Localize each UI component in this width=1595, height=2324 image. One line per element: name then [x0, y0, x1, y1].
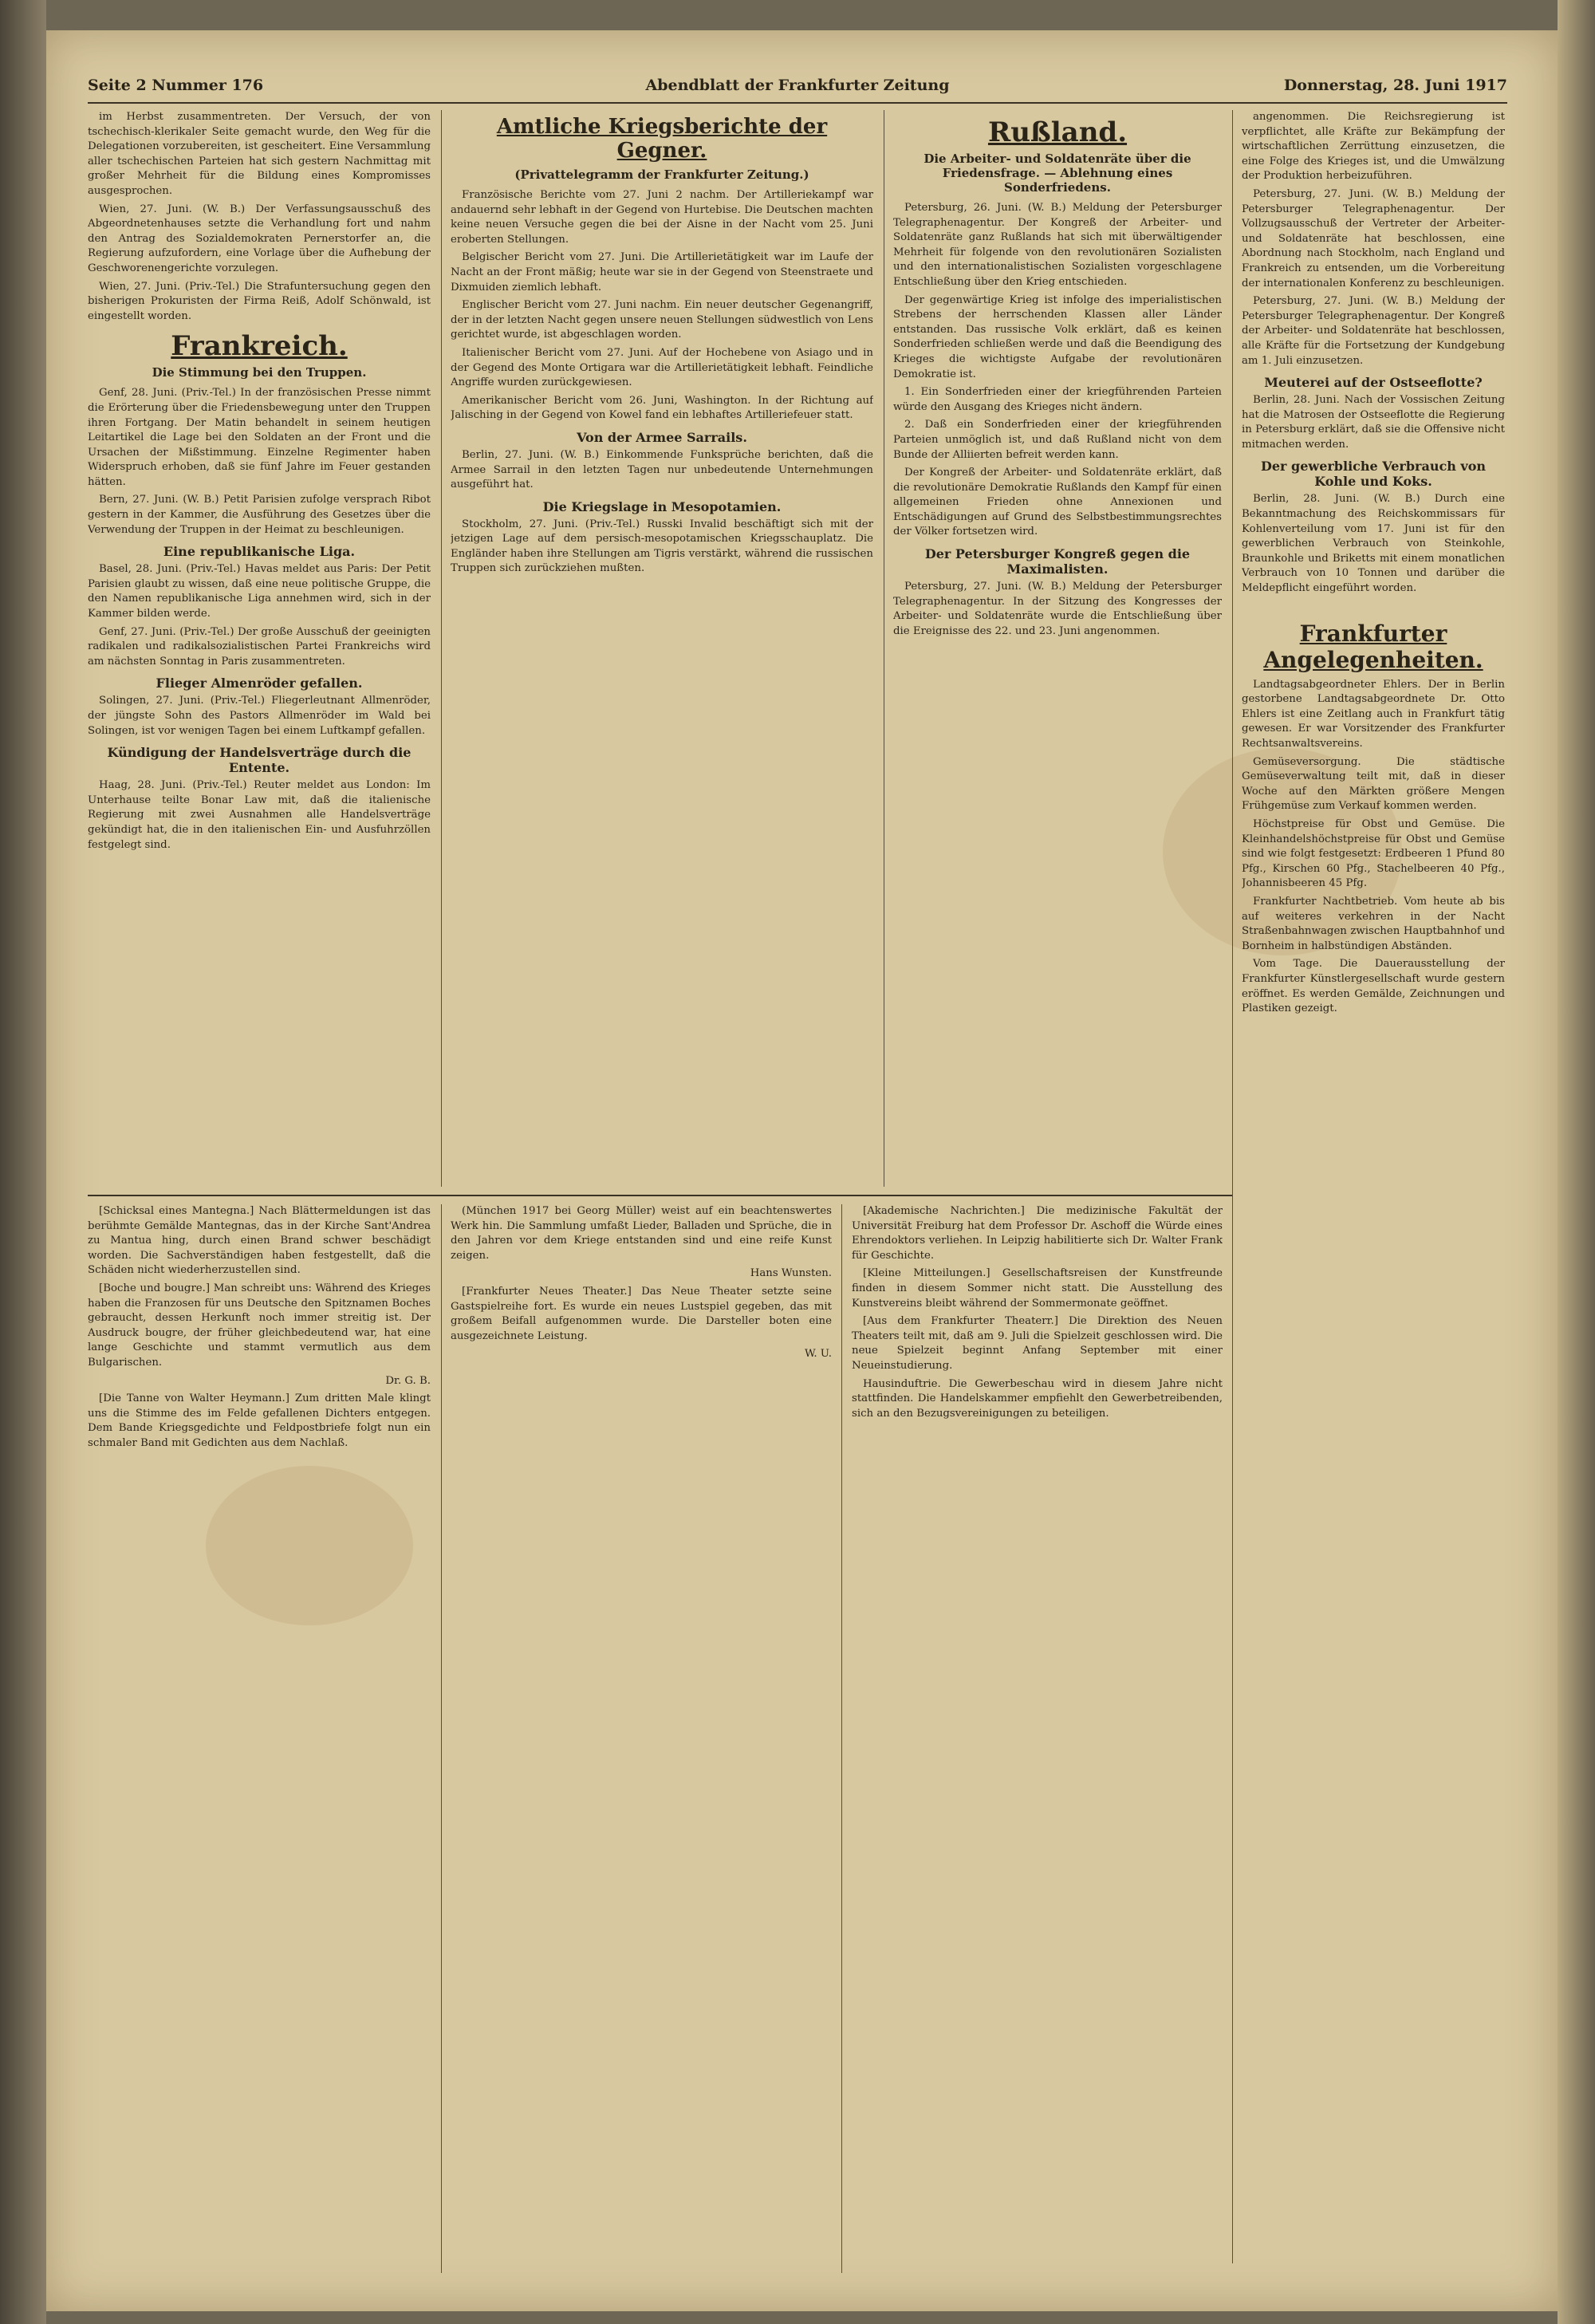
signature: Dr. G. B.: [385, 1374, 431, 1387]
page-gutter-left: [0, 0, 46, 2324]
section-title-russland: Rußland.: [987, 116, 1128, 148]
column-3: [893, 110, 1222, 1187]
article-heading: Meuterei auf der Ostseeflotte?: [1264, 375, 1483, 391]
feuilleton-text: [Die Tanne von Walter Heymann.] Zum dritten Male klingt uns die Stimme des im Felde gefallenen Dichters entgegen. Dem Bande Kriegsgedichte und Feldpostbriefe folgt nun ein schmaler Band mit Gedichten aus dem Nachlaß.: [88, 1392, 431, 1449]
article-heading: Eine republikanische Liga.: [163, 544, 356, 560]
article-text: Der Kongreß der Arbeiter- und Soldatenräte erklärt, daß die revolutionäre Demokratie Rußlands den Kampf für einen allgemeinen Frieden ohne Annexionen und Entschädigungen auf Grund des Selbstbestimmungsrechtes der Völker fortsetzen wird.: [893, 467, 1222, 538]
article-text: Landtagsabgeordneter Ehlers. Der in Berlin gestorbene Landtagsabgeordnete Dr. Otto Ehlers ist eine Zeitlang auch in Frankfurt tätig gewesen. Er war Vorsitzender des Frankfurter Rechtsanwaltsvereins.: [1242, 678, 1505, 750]
article-text: angenommen. Die Reichsregierung ist verpflichtet, alle Kräfte zur Bekämpfung der wirtschaftlichen Zerrüttung einzusetzen, die eine Folge des Krieges ist, und die Umwälzung der Produktion herbeizuführen.: [1242, 111, 1505, 183]
column-rule: [841, 1204, 842, 2273]
article-text: Petersburg, 26. Juni. (W. B.) Meldung der Petersburger Telegraphenagentur. Der Kongreß der Arbeiter- und Soldatenräte ganz Rußlands hat sich mit überwältigender Mehrheit für folgende von den revolutionären Sozialisten und den internationalistischen Sozialisten vorgeschlagene Entschließung über den Krieg entschieden.: [893, 202, 1222, 288]
feuilleton-column-2: [451, 1204, 832, 2273]
feuilleton-text: [Akademische Nachrichten.] Die medizinische Fakultät der Universität Freiburg hat dem Professor Dr. Aschoff die Würde eines Ehrendoktors verliehen. In Leipzig habilitierte sich Dr. Walter Frank für Geschichte.: [852, 1205, 1223, 1262]
feuilleton-column-1: [88, 1204, 431, 2273]
article-text: Französische Berichte vom 27. Juni 2 nachm. Der Artilleriekampf war andauernd sehr lebhaft in der Gegend von Hurtebise. Die Deutschen machten keine neuen Versuche gegen die bei der Aisne in der Nacht vom 25. Juni eroberten Stellungen.: [451, 189, 873, 246]
column-rule: [441, 1204, 442, 2273]
section-title-kriegsberichte: Amtliche Kriegsberichte der Gegner.: [496, 115, 828, 163]
column-4: [1242, 110, 1505, 2271]
article-text: Petersburg, 27. Juni. (W. B.) Meldung der Petersburger Telegraphenagentur. Der Kongreß der Arbeiter- und Soldatenräte hat beschlossen, alle Kräfte für die Fortsetzung der Kundgebung am 1. Juli einzusetzen.: [1242, 295, 1505, 367]
article-text: Italienischer Bericht vom 27. Juni. Auf der Hochebene von Asiago und in der Gegend des Monte Ortigara war die Artillerietätigkeit lebhaft. Feindliche Angriffe wurden zurückgewiesen.: [451, 346, 873, 389]
article-text: Frankfurter Nachtbetrieb. Vom heute ab bis auf weiteres verkehren in der Nacht Straßenbahnwagen zwischen Hauptbahnhof und Bornheim in halbstündigen Abständen.: [1242, 895, 1505, 952]
article-text: Gemüseversorgung. Die städtische Gemüseverwaltung teilt mit, daß in dieser Woche auf den Märkten größere Mengen Frühgemüse zum Verkauf kommen werden.: [1242, 755, 1505, 813]
article-heading: Von der Armee Sarrails.: [577, 429, 747, 445]
section-subtitle: Die Stimmung bei den Truppen.: [152, 365, 367, 380]
article-text: Berlin, 27. Juni. (W. B.) Einkommende Funksprüche berichten, daß die Armee Sarrail in den letzten Tagen nur unbedeutende Unternehmungen ausgeführt hat.: [451, 448, 873, 491]
article-text: im Herbst zusammentreten. Der Versuch, der von tschechisch-klerikaler Seite gemacht wurde, den Weg für die Delegationen vorzubereiten, ist gescheitert. Eine Versammlung aller tschechischen Parteien hat sich gestern Nachmittag mit großer Mehrheit für die Bildung eines Kompromisses ausgesprochen.: [88, 111, 431, 197]
article-text: Amerikanischer Bericht vom 26. Juni, Washington. In der Richtung auf Jalisching in der Gegend von Kowel fand ein lebhaftes Artilleriefeuer statt.: [451, 394, 873, 422]
article-text: Solingen, 27. Juni. (Priv.-Tel.) Fliegerleutnant Allmenröder, der jüngste Sohn des Pastors Allmenröder im Wald bei Solingen, ist vor wenigen Tagen bei einem Luftkampf gefallen.: [88, 695, 431, 737]
section-title-frankreich: Frankreich.: [171, 330, 348, 363]
section-subtitle: (Privattelegramm der Frankfurter Zeitung.): [514, 167, 809, 182]
article-text: Der gegenwärtige Krieg ist infolge des imperialistischen Strebens der herrschenden Klassen aller Länder entstanden. Das russische Volk erklärt, daß es keinen Sonderfrieden schließen werde und daß die Beendigung des Krieges die wichtigste Aufgabe der revolutionären Demokratie ist.: [893, 293, 1222, 380]
article-text: Haag, 28. Juni. (Priv.-Tel.) Reuter meldet aus London: Im Unterhause teilte Bonar Law mit, daß die italienische Regierung mit zwei Ausnahmen alle Handelsverträge gekündigt hat, die in den italienischen Ein- und Ausfuhrzöllen festgelegt sind.: [88, 779, 431, 851]
feuilleton-text: Hausinduftrie. Die Gewerbeschau wird in diesem Jahre nicht stattfinden. Die Handelskammer empfiehlt den Gewerbetreibenden, sich an den Bezugsvereinigungen zu beteiligen.: [852, 1377, 1223, 1420]
article-text: Bern, 27. Juni. (W. B.) Petit Parisien zufolge versprach Ribot gestern in der Kammer, die Ausführung des Gesetzes über die Verwendung der Truppen in der Heimat zu beschleunigen.: [88, 494, 431, 536]
article-text: Petersburg, 27. Juni. (W. B.) Meldung der Petersburger Telegraphenagentur. Der Vollzugsausschuß der Vertreter der Arbeiter- und Soldatenräte hat beschlossen, eine Abordnung nach Stockholm, nach England und Frankreich zu entsenden, um die Vorbereitung der internationalen Konferenz zu beschleunigen.: [1242, 187, 1505, 290]
article-heading: Der gewerbliche Verbrauch von Kohle und Koks.: [1261, 459, 1486, 490]
issue-date: Donnerstag, 28. Juni 1917: [1283, 77, 1507, 94]
feuilleton-rule: [88, 1195, 1232, 1196]
article-text: Genf, 28. Juni. (Priv.-Tel.) In der französischen Presse nimmt die Erörterung über die Friedensbewegung unter den Truppen ihren Fortgang. Der Matin behandelt in seinem heutigen Leitartikel die Lage bei den Soldaten an der Front und die Ursachen der Mißstimmung. Einzelne Regimenter haben Widerspruch erhoben, daß sie fünf Jahre im Feuer gestanden hätten.: [88, 387, 431, 488]
article-heading: Flieger Almenröder gefallen.: [156, 676, 363, 691]
article-text: Stockholm, 27. Juni. (Priv.-Tel.) Russki Invalid beschäftigt sich mit der jetzigen Lage auf dem persisch-mesopotamischen Kriegsschauplatz. Die Engländer haben ihre Stellungen am Tigris verstärkt, während die russischen Truppen sich zurückziehen mußten.: [451, 518, 873, 575]
feuilleton-text: [Boche und bougre.] Man schreibt uns: Während des Krieges haben die Franzosen für uns Deutsche den Spitznamen Boches gebraucht, dessen Herkunft noch immer streitig ist. Der Ausdruck bougre, der früher gleichbedeutend war, hat eine lange Geschichte und stammt vermutlich aus dem Bulgarischen.: [88, 1282, 431, 1369]
article-text: Vom Tage. Die Dauerausstellung der Frankfurter Künstlergesellschaft wurde gestern eröffnet. Es werden Gemälde, Zeichnungen und Plastiken gezeigt.: [1242, 958, 1505, 1015]
page-edge-right: [1558, 0, 1595, 2324]
section-subtitle: Die Arbeiter- und Soldatenräte über die Friedensfrage. — Ablehnung eines Sonderfriedens.: [924, 152, 1191, 195]
article-text: Höchstpreise für Obst und Gemüse. Die Kleinhandelshöchstpreise für Obst und Gemüse sind wie folgt festgesetzt: Erdbeeren 1 Pfund 80 Pfg., Kirschen 60 Pfg., Stachelbeeren 40 Pfg., Johannisbeeren 45 Pfg.: [1242, 817, 1505, 890]
feuilleton-text: (München 1917 bei Georg Müller) weist auf ein beachtenswertes Werk hin. Die Sammlung umfaßt Lieder, Balladen und Sprüche, die in den Jahren vor dem Kriege entstanden sind und eine reife Kunst zeigen.: [451, 1205, 832, 1262]
masthead: [88, 77, 1507, 104]
column-1: [88, 110, 431, 1187]
article-heading: Der Petersburger Kongreß gegen die Maximalisten.: [924, 546, 1191, 577]
article-text: 1. Ein Sonderfrieden einer der kriegführenden Parteien würde den Ausgang des Krieges nicht ändern.: [893, 386, 1222, 413]
feuilleton-text: [Kleine Mitteilungen.] Gesellschaftsreisen der Kunstfreunde finden in diesem Sommer nicht statt. Die Ausstellung des Kunstvereins bleibt während der Sommermonate geöffnet.: [852, 1267, 1223, 1310]
article-text: Wien, 27. Juni. (W. B.) Der Verfassungsausschuß des Abgeordnetenhauses setzte die Verhandlung fort und nahm den Antrag des Sozialdemokraten Pernerstorfer an, die Regierung aufzufordern, eine Vorlage über die Aufhebung der Geschworenengerichte vorzulegen.: [88, 203, 431, 274]
feuilleton-text: [Aus dem Frankfurter Theaterr.] Die Direktion des Neuen Theaters teilt mit, daß am 9. Juli die Spielzeit geschlossen wird. Die neue Spielzeit beginnt Anfang September mit einer Neueinstudierung.: [852, 1315, 1223, 1372]
feuilleton-column-3: [852, 1204, 1223, 2273]
article-text: Wien, 27. Juni. (Priv.-Tel.) Die Strafuntersuchung gegen den bisherigen Prokuristen der Firma Reiß, Adolf Schönwald, ist eingestellt worden.: [88, 280, 431, 322]
column-rule: [1232, 110, 1233, 2263]
section-title-frankfurt: Frankfurter Angelegenheiten.: [1263, 620, 1483, 673]
article-heading: Die Kriegslage in Mesopotamien.: [542, 498, 782, 514]
article-text: Petersburg, 27. Juni. (W. B.) Meldung der Petersburger Telegraphenagentur. In der Sitzung des Kongresses der Arbeiter- und Soldatenräte wurde die Entschließung über die Ereignisse des 22. und 23. Juni angenommen.: [893, 581, 1222, 637]
article-text: Berlin, 28. Juni. Nach der Vossischen Zeitung hat die Matrosen der Ostseeflotte die Regierung in Petersburg erklärt, daß sie die Offensive nicht mitmachen werden.: [1242, 394, 1505, 451]
signature: W. U.: [804, 1348, 832, 1361]
feuilleton-text: [Frankfurter Neues Theater.] Das Neue Theater setzte seine Gastspielreihe fort. Es wurde ein neues Lustspiel gegeben, das mit großem Beifall aufgenommen wurde. Die Darsteller boten eine ausgezeichnete Leistung.: [451, 1285, 832, 1342]
newspaper-title: Abendblatt der Frankfurter Zeitung: [645, 77, 950, 94]
article-text: Belgischer Bericht vom 27. Juni. Die Artillerietätigkeit war im Laufe der Nacht an der Front mäßig; heute war sie in der Gegend von Steenstraete und Dixmuiden ziemlich lebhaft.: [451, 251, 873, 293]
article-text: Basel, 28. Juni. (Priv.-Tel.) Havas meldet aus Paris: Der Petit Parisien glaubt zu wissen, daß eine neue politische Gruppe, die den Namen republikanische Liga annehmen wird, sich in der Kammer bilden werde.: [88, 563, 431, 620]
article-text: Englischer Bericht vom 27. Juni nachm. Ein neuer deutscher Gegenangriff, der in der letzten Nacht gegen unsere neuen Stellungen südwestlich von Lens gerichtet wurde, ist abgeschlagen worden.: [451, 299, 873, 341]
article-text: 2. Daß ein Sonderfrieden einer der kriegführenden Parteien unmöglich ist, und daß Rußland nicht von dem Bunde der Alliierten befreit werden kann.: [893, 419, 1222, 461]
page-number: Seite 2 Nummer 176: [88, 77, 264, 94]
column-2: [451, 110, 873, 1187]
article-heading: Kündigung der Handelsverträge durch die Entente.: [107, 745, 412, 776]
article-text: Genf, 27. Juni. (Priv.-Tel.) Der große Ausschuß der geeinigten radikalen und radikalsozialistischen Partei Frankreichs wird am nächsten Sonntag in Paris zusammentreten.: [88, 625, 431, 668]
article-text: Berlin, 28. Juni. (W. B.) Durch eine Bekanntmachung des Reichskommissars für Kohlenverteilung vom 17. Juni ist für den gewerblichen Verbrauch von Steinkohle, Braunkohle und Briketts mit einem monatlichen Verbrauch von 10 Tonnen und darüber die Meldepflicht eingeführt worden.: [1242, 493, 1505, 595]
feuilleton-text: [Schicksal eines Mantegna.] Nach Blättermeldungen ist das berühmte Gemälde Mantegnas, das in der Kirche Sant'Andrea zu Mantua hing, durch einen Brand schwer beschädigt worden. Die Sachverständigen haben festgestellt, daß die Schäden nicht wiederherzustellen sind.: [88, 1205, 431, 1277]
signature: Hans Wunsten.: [750, 1267, 832, 1280]
column-rule: [441, 110, 442, 1187]
